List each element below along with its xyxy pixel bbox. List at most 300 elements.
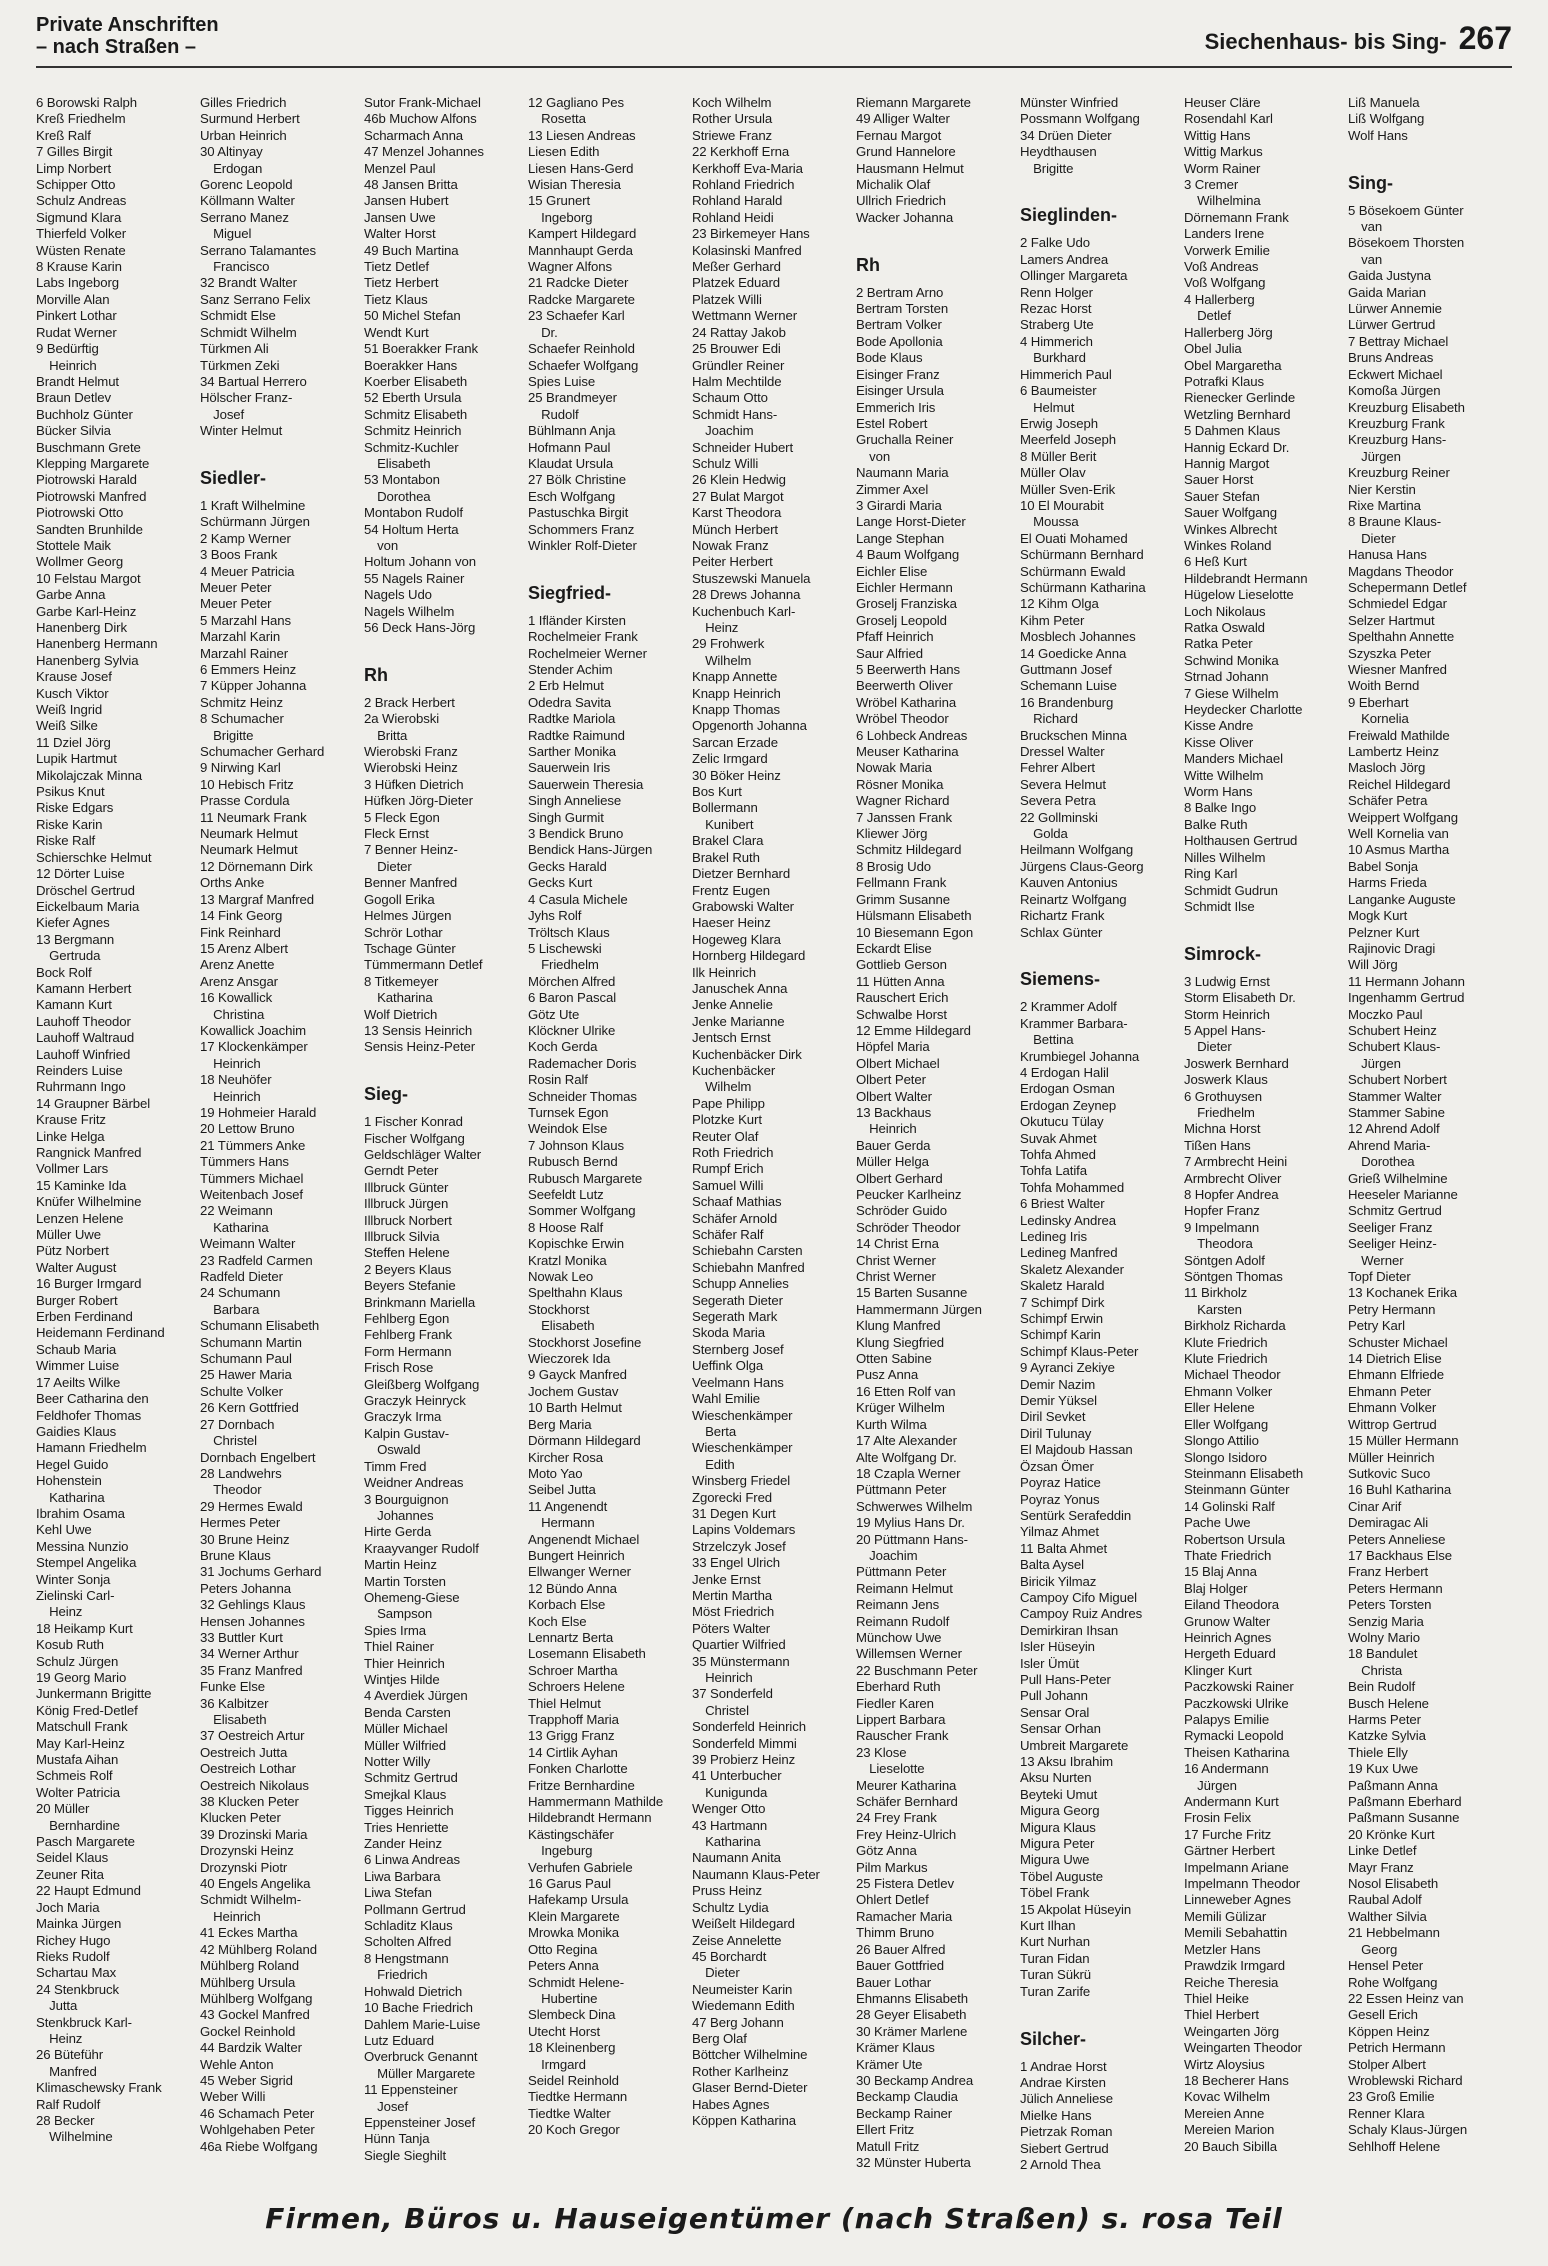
directory-entry: Wollmer Georg	[36, 554, 124, 570]
directory-entry: Birkholz Richarda	[1184, 1318, 1286, 1334]
directory-entry: Drozynski Piotr	[200, 1859, 288, 1875]
directory-entry: Schepermann Detlef	[1348, 579, 1467, 595]
directory-entry: Manders Michael	[1184, 751, 1283, 767]
directory-entry: 2 Brack Herbert	[364, 694, 455, 710]
directory-entry: 31 Jochums Gerhard	[200, 1564, 322, 1580]
directory-entry: 35 Franz Manfred	[200, 1662, 303, 1678]
directory-entry: Sternberg Josef	[692, 1341, 784, 1357]
directory-entry: 14 Graupner Bärbel	[36, 1095, 151, 1111]
directory-entry: Pusz Anna	[856, 1367, 919, 1383]
directory-entry: Irmgard	[528, 2056, 586, 2072]
directory-entry: Dieter	[1348, 530, 1396, 546]
directory-entry: Schmidt Hans-	[692, 406, 778, 422]
directory-entry: Ehmann Volker	[1184, 1383, 1273, 1399]
directory-entry: Holthausen Gertrud	[1184, 833, 1298, 849]
directory-entry: Siegle Sieghilt	[364, 2147, 447, 2163]
directory-entry: 10 Hebisch Fritz	[200, 776, 294, 792]
directory-entry: Obel Margaretha	[1184, 357, 1282, 373]
directory-entry: Illbruck Jürgen	[364, 1196, 449, 1212]
directory-column	[1184, 95, 1348, 2195]
directory-entry: Plotzke Kurt	[692, 1112, 762, 1128]
directory-entry: Barbara	[200, 1301, 260, 1317]
directory-entry: Pruss Heinz	[692, 1883, 762, 1899]
directory-entry: Balta Aysel	[1020, 1557, 1084, 1573]
directory-entry: Fritze Bernhardine	[528, 1777, 635, 1793]
directory-entry: 2 Krammer Adolf	[1020, 999, 1117, 1015]
directory-entry: 4 Averdiek Jürgen	[364, 1688, 468, 1704]
directory-entry: 4 Hallerberg	[1184, 291, 1255, 307]
directory-entry: 11 Neumark Frank	[200, 809, 307, 825]
directory-entry: 50 Michel Stefan	[364, 308, 461, 324]
directory-entry: Söntgen Adolf	[1184, 1252, 1265, 1268]
directory-entry: Psikus Knut	[36, 784, 105, 800]
directory-entry: 6 Baumeister	[1020, 383, 1097, 399]
directory-entry: Schürmann Katharina	[1020, 579, 1146, 595]
directory-entry: Töbel Frank	[1020, 1885, 1090, 1901]
directory-entry: Limp Norbert	[36, 160, 112, 176]
directory-entry: Schimpf Erwin	[1020, 1311, 1103, 1327]
directory-entry: 20 Lettow Bruno	[200, 1121, 295, 1137]
directory-entry: Naumann Klaus-Peter	[692, 1866, 820, 1882]
directory-entry: Hülsmann Elisabeth	[856, 908, 972, 924]
directory-entry: Thiel Rainer	[364, 1639, 434, 1655]
directory-entry: Wieschenkämper	[692, 1440, 793, 1456]
directory-entry: 17 Backhaus Else	[1348, 1547, 1452, 1563]
directory-entry: 2a Wierobski	[364, 711, 440, 727]
directory-entry: Magdans Theodor	[1348, 563, 1454, 579]
directory-entry: Heidemann Ferdinand	[36, 1325, 165, 1341]
directory-entry: Prawdzik Irmgard	[1184, 1958, 1285, 1974]
directory-entry: Gecks Harald	[528, 858, 607, 874]
directory-entry: Lauhoff Theodor	[36, 1013, 131, 1029]
directory-entry: 14 Golinski Ralf	[1184, 1498, 1275, 1514]
directory-entry: 7 Küpper Johanna	[200, 678, 307, 694]
directory-entry: Gottlieb Gerson	[856, 957, 947, 973]
directory-entry: 16 Andermann	[1184, 1761, 1269, 1777]
directory-entry: 3 Boos Frank	[200, 547, 278, 563]
directory-entry: Hammermann Jürgen	[856, 1301, 982, 1317]
directory-entry: Schürmann Bernhard	[1020, 547, 1144, 563]
directory-entry: Weitenbach Josef	[200, 1187, 303, 1202]
directory-entry: 15 Barten Susanne	[856, 1285, 968, 1301]
directory-entry: 16 Buhl Katharina	[1348, 1482, 1452, 1498]
spacer	[1348, 144, 1512, 160]
directory-entry: Nosol Elisabeth	[1348, 1876, 1439, 1892]
directory-entry: Schierschke Helmut	[36, 849, 152, 865]
directory-entry: Campoy Cifo Miguel	[1020, 1589, 1137, 1605]
directory-entry: 30 Altinyay	[200, 144, 263, 160]
directory-entry: Wolf Hans	[1348, 127, 1408, 143]
directory-entry: Wiedemann Edith	[692, 1998, 795, 2014]
directory-entry: Dörmann Hildegard	[528, 1433, 641, 1449]
directory-entry: Wolter Patricia	[36, 1784, 120, 1800]
directory-entry: Weißelt Hildegard	[692, 1916, 795, 1932]
directory-entry: Britta	[364, 727, 408, 743]
directory-entry: Schipper Otto	[36, 177, 116, 193]
directory-entry: Weiß Silke	[36, 718, 98, 734]
directory-entry: Okutucu Tülay	[1020, 1114, 1104, 1130]
directory-entry: 15 Kaminke Ida	[36, 1177, 127, 1193]
directory-entry: 46 Schamach Peter	[200, 2105, 315, 2121]
directory-entry: Beyers Stefanie	[364, 1278, 456, 1294]
page-header	[36, 14, 1512, 64]
directory-entry: Köllmann Walter	[200, 193, 295, 209]
directory-entry: Reimann Helmut	[856, 1580, 953, 1596]
directory-entry: 47 Menzel Johannes	[364, 144, 484, 160]
directory-entry: Beckamp Rainer	[856, 2105, 953, 2121]
directory-entry: Sonderfeld Mimmi	[692, 1735, 797, 1751]
directory-entry: Benda Carsten	[364, 1704, 451, 1720]
directory-entry: Moczko Paul	[1348, 1006, 1423, 1022]
directory-entry: 22 Gollminski	[1020, 809, 1098, 825]
directory-entry: Piotrowski Otto	[36, 505, 124, 521]
directory-entry: Scholten Alfred	[364, 1934, 452, 1950]
directory-entry: Francisco	[200, 259, 270, 275]
directory-entry: Voß Wolfgang	[1184, 275, 1266, 291]
directory-entry: Burger Robert	[36, 1292, 118, 1308]
directory-entry: 5 Marzahl Hans	[200, 612, 291, 628]
directory-entry: 45 Weber Sigrid	[200, 2072, 293, 2088]
directory-column	[1348, 95, 1512, 2195]
directory-entry: 10 Bache Friedrich	[364, 2000, 473, 2016]
directory-entry: Matschull Frank	[36, 1719, 128, 1735]
section-label-line1: Private Anschriften	[36, 14, 219, 36]
directory-entry: 8 Balke Ingo	[1184, 800, 1257, 816]
directory-entry: 28 Geyer Elisabeth	[856, 2007, 967, 2023]
directory-entry: Zielinski Carl-	[36, 1587, 115, 1603]
directory-entry: Mühlberg Wolfgang	[200, 1990, 313, 2006]
directory-entry: Wirtz Aloysius	[1184, 2056, 1265, 2072]
directory-entry: Schaefer Reinhold	[528, 341, 635, 357]
directory-entry: Golda	[1020, 826, 1068, 842]
directory-entry: Gorenc Leopold	[200, 177, 293, 193]
directory-entry: Ullrich Friedrich	[856, 193, 946, 209]
directory-entry: Krumbiegel Johanna	[1020, 1048, 1140, 1064]
directory-entry: Szyszka Peter	[1348, 645, 1431, 661]
directory-entry: Dahlem Marie-Luise	[364, 2016, 481, 2032]
directory-entry: Demiragac Ali	[1348, 1515, 1429, 1531]
directory-column	[528, 95, 692, 2195]
directory-entry: Klaudat Ursula	[528, 455, 614, 471]
directory-entry: Sensar Orhan	[1020, 1721, 1101, 1737]
directory-entry: 2 Beyers Klaus	[364, 1261, 452, 1277]
directory-entry: Seefeldt Lutz	[528, 1187, 604, 1202]
directory-entry: Jürgen	[1348, 1055, 1401, 1071]
directory-entry: 24 Stenkbruck	[36, 1981, 120, 1997]
directory-entry: 18 Becherer Hans	[1184, 2072, 1289, 2088]
directory-entry: Josef	[200, 406, 245, 422]
directory-column	[200, 95, 364, 2195]
directory-entry: 3 Hüfken Dietrich	[364, 776, 464, 792]
directory-entry: Hausmann Helmut	[856, 160, 964, 176]
directory-entry: Eichler Elise	[856, 563, 928, 579]
directory-entry: Rudat Werner	[36, 324, 117, 340]
directory-entry: Pasch Margarete	[36, 1834, 135, 1850]
directory-entry: 20 Krönke Kurt	[1348, 1826, 1435, 1842]
directory-entry: Isler Hüseyin	[1020, 1639, 1095, 1655]
directory-entry: Nagels Wilhelm	[364, 603, 455, 619]
directory-entry: 7 Gilles Birgit	[36, 144, 113, 160]
directory-entry: 19 Hohmeier Harald	[200, 1104, 317, 1120]
directory-entry: Müller Sven-Erik	[1020, 481, 1116, 497]
directory-entry: Emmerich Iris	[856, 399, 936, 415]
directory-entry: Wierobski Franz	[364, 744, 458, 760]
directory-entry: Jürgens Claus-Georg	[1020, 858, 1144, 874]
directory-entry: Petry Karl	[1348, 1318, 1405, 1334]
directory-entry: Kornelia	[1348, 711, 1409, 727]
directory-entry: 2 Erb Helmut	[528, 678, 604, 694]
directory-entry: Müller Margarete	[364, 2065, 476, 2081]
directory-entry: Lauhoff Winfried	[36, 1046, 131, 1062]
directory-entry: Drozynski Heinz	[200, 1843, 294, 1859]
directory-entry: Pull Hans-Peter	[1020, 1671, 1111, 1687]
directory-entry: Klute Friedrich	[1184, 1334, 1268, 1350]
directory-entry: Turan Fidan	[1020, 1950, 1090, 1966]
directory-entry: Frentz Eugen	[692, 882, 770, 898]
directory-entry: Umbreit Margarete	[1020, 1737, 1129, 1753]
directory-entry: 21 Tümmers Anke	[200, 1137, 306, 1153]
directory-entry: 17 Klockenkämper	[200, 1039, 308, 1055]
directory-entry: Worm Rainer	[1184, 160, 1261, 176]
directory-entry: Kreuzburg Frank	[1348, 415, 1445, 431]
directory-entry: Beckamp Claudia	[856, 2089, 958, 2105]
directory-entry: Isler Ümüt	[1020, 1655, 1080, 1671]
directory-entry: May Karl-Heinz	[36, 1735, 125, 1751]
directory-entry: Turan Zarife	[1020, 1983, 1091, 1999]
directory-entry: Sarther Monika	[528, 744, 617, 760]
directory-entry: Pache Uwe	[1184, 1515, 1251, 1531]
directory-entry: Migura Peter	[1020, 1836, 1095, 1852]
directory-entry: Tries Henriette	[364, 1819, 449, 1835]
directory-entry: Tschage Günter	[364, 940, 456, 956]
directory-entry: 11 Dziel Jörg	[36, 734, 111, 750]
directory-entry: Köppen Heinz	[1348, 2023, 1430, 2039]
directory-entry: 55 Nagels Rainer	[364, 570, 465, 586]
directory-entry: Samuel Willi	[692, 1177, 764, 1193]
directory-entry: 16 Etten Rolf van	[856, 1383, 956, 1399]
directory-entry: Slongo Isidoro	[1184, 1449, 1267, 1465]
directory-entry: Dörnemann Frank	[1184, 209, 1289, 225]
directory-entry: Richey Hugo	[36, 1932, 111, 1948]
directory-entry: Groselj Franziska	[856, 596, 957, 612]
directory-entry: 6 Lohbeck Andreas	[856, 727, 968, 743]
directory-entry: Reiche Theresia	[1184, 1974, 1279, 1990]
directory-entry: Obel Julia	[1184, 341, 1242, 357]
directory-entry: Peucker Karlheinz	[856, 1187, 962, 1202]
directory-entry: Sauer Stefan	[1184, 488, 1260, 504]
directory-entry: Gruchalla Reiner	[856, 432, 954, 448]
directory-entry: Ratka Peter	[1184, 636, 1253, 652]
directory-entry: Bertram Torsten	[856, 301, 949, 317]
directory-entry: Timm Fred	[364, 1458, 427, 1474]
directory-entry: Hildebrandt Hermann	[528, 1810, 652, 1826]
directory-entry: Naumann Maria	[856, 465, 949, 481]
directory-entry: Rosendahl Karl	[1184, 111, 1273, 127]
directory-entry: Rochelmeier Werner	[528, 645, 647, 661]
directory-entry: Andermann Kurt	[1184, 1794, 1279, 1810]
directory-entry: Pull Johann	[1020, 1688, 1088, 1704]
directory-entry: Tißen Hans	[1184, 1137, 1251, 1153]
directory-entry: Ingeburg	[528, 1843, 593, 1859]
directory-entry: Kratzl Monika	[528, 1252, 607, 1268]
directory-entry: Schladitz Klaus	[364, 1918, 453, 1934]
directory-entry: Rochelmeier Frank	[528, 629, 638, 645]
directory-entry: Frisch Rose	[364, 1360, 434, 1376]
directory-entry: Burkhard	[1020, 350, 1086, 366]
directory-entry: Mayr Franz	[1348, 1859, 1414, 1875]
directory-entry: Kreuzburg Elisabeth	[1348, 399, 1465, 415]
directory-entry: Linke Detlef	[1348, 1843, 1417, 1859]
directory-entry: 3 Bendick Bruno	[528, 826, 624, 842]
directory-entry: Jentsch Ernst	[692, 1030, 771, 1046]
directory-entry: Ellwanger Werner	[528, 1564, 631, 1580]
directory-entry: Schwalbe Horst	[856, 1006, 947, 1022]
directory-entry: Beyteki Umut	[1020, 1786, 1098, 1802]
directory-entry: 4 Erdogan Halil	[1020, 1064, 1109, 1080]
directory-entry: 14 Dietrich Elise	[1348, 1351, 1442, 1367]
directory-entry: Angenendt Michael	[528, 1531, 640, 1547]
directory-entry: Kisse Oliver	[1184, 734, 1254, 750]
directory-entry: Mustafa Aihan	[36, 1752, 119, 1768]
street-heading: Silcher-	[1020, 2028, 1087, 2049]
directory-entry: Bruns Andreas	[1348, 350, 1434, 366]
directory-entry: 37 Sonderfeld	[692, 1686, 773, 1702]
directory-entry: Hüfken Jörg-Dieter	[364, 793, 473, 809]
directory-entry: Demirkiran Ihsan	[1020, 1622, 1119, 1638]
directory-entry: Losemann Elisabeth	[528, 1646, 646, 1662]
directory-entry: 26 Büteführ	[36, 2047, 104, 2063]
directory-entry: Knüfer Wilhelmine	[36, 1194, 142, 1210]
directory-entry: Schäfer Bernhard	[856, 1794, 958, 1810]
directory-entry: Hölscher Franz-	[200, 390, 293, 406]
directory-entry: Joswerk Bernhard	[1184, 1055, 1289, 1071]
directory-entry: Liwa Barbara	[364, 1868, 441, 1884]
directory-entry: 32 Gehlings Klaus	[200, 1597, 306, 1613]
directory-entry: 6 Briest Walter	[1020, 1196, 1105, 1212]
directory-entry: Riske Edgars	[36, 800, 114, 816]
directory-entry: 8 Müller Berit	[1020, 448, 1097, 464]
directory-entry: Schmidt Ilse	[1184, 898, 1255, 914]
directory-entry: Schwerwes Wilhelm	[856, 1498, 973, 1514]
directory-entry: 12 Dörnemann Dirk	[200, 858, 313, 874]
directory-entry: Wierobski Heinz	[364, 760, 458, 776]
directory-entry: Schneider Thomas	[528, 1088, 637, 1104]
directory-entry: 4 Casula Michele	[528, 891, 628, 907]
directory-entry: Püttmann Peter	[856, 1482, 947, 1498]
directory-entry: Weingarten Theodor	[1184, 2040, 1302, 2056]
directory-entry: Schommers Franz	[528, 521, 635, 537]
directory-entry: Schulz Jürgen	[36, 1653, 119, 1669]
directory-entry: Lamers Andrea	[1020, 251, 1109, 267]
directory-entry: Schäfer Arnold	[692, 1210, 778, 1226]
directory-entry: Martin Torsten	[364, 1573, 446, 1589]
directory-entry: Weiß Ingrid	[36, 702, 103, 718]
directory-entry: Dieter	[692, 1965, 740, 1981]
directory-entry: Olbert Michael	[856, 1055, 940, 1071]
directory-entry: Balke Ruth	[1184, 816, 1248, 832]
directory-entry: Klung Manfred	[856, 1318, 941, 1334]
directory-entry: Kunigunda	[692, 1784, 768, 1800]
directory-entry: Gesell Erich	[1348, 2007, 1418, 2023]
directory-entry: Jochem Gustav	[528, 1383, 619, 1399]
directory-entry: Kamann Herbert	[36, 980, 132, 996]
directory-entry: Heinz	[36, 1604, 83, 1620]
directory-entry: Joachim	[856, 1547, 918, 1563]
directory-entry: 37 Oestreich Artur	[200, 1728, 305, 1744]
directory-entry: Storm Heinrich	[1184, 1006, 1270, 1022]
directory-entry: Hünn Tanja	[364, 2131, 430, 2147]
directory-entry: Friedhelm	[1184, 1104, 1255, 1120]
directory-entry: Mertin Martha	[692, 1587, 773, 1603]
directory-entry: Sutkovic Suco	[1348, 1465, 1431, 1481]
directory-entry: Walter August	[36, 1259, 117, 1275]
directory-entry: 48 Jansen Britta	[364, 177, 458, 193]
directory-entry: Ledineg Manfred	[1020, 1245, 1118, 1261]
directory-entry: Bos Kurt	[692, 784, 742, 800]
directory-entry: Koerber Elisabeth	[364, 373, 468, 389]
directory-entry: Schmeis Rolf	[36, 1768, 113, 1784]
directory-entry: 46a Riebe Wolfgang	[200, 2138, 318, 2154]
directory-entry: Mühlberg Roland	[200, 1958, 299, 1974]
directory-entry: Johannes	[364, 1507, 434, 1523]
directory-entry: Jutta	[36, 1998, 78, 2014]
directory-entry: Brandt Helmut	[36, 373, 119, 389]
directory-entry: Erwig Joseph	[1020, 415, 1098, 431]
directory-entry: 7 Schimpf Dirk	[1020, 1294, 1105, 1310]
directory-entry: Orths Anke	[200, 875, 265, 891]
directory-entry: 3 Bourguignon	[364, 1491, 449, 1507]
directory-entry: Tietz Herbert	[364, 275, 439, 291]
directory-entry: 15 Akpolat Hüseyin	[1020, 1901, 1132, 1917]
directory-entry: Schroers Helene	[528, 1679, 625, 1695]
directory-entry: Koch Gerda	[528, 1039, 598, 1055]
directory-entry: Tigges Heinrich	[364, 1803, 454, 1819]
directory-entry: Thimm Bruno	[856, 1925, 935, 1941]
street-heading: Sieg-	[364, 1084, 409, 1105]
directory-entry: Klöckner Ulrike	[528, 1022, 616, 1038]
directory-entry: Migura Uwe	[1020, 1852, 1090, 1868]
directory-entry: Stammer Walter	[1348, 1088, 1442, 1104]
directory-entry: Cinar Arif	[1348, 1498, 1402, 1514]
directory-entry: Schneider Hubert	[692, 439, 794, 455]
street-heading: Simrock-	[1184, 943, 1262, 964]
directory-entry: Utecht Horst	[528, 2023, 601, 2039]
directory-entry: Joch Maria	[36, 1899, 100, 1915]
directory-entry: 51 Boerakker Frank	[364, 341, 479, 357]
directory-entry: Singh Anneliese	[528, 793, 622, 809]
directory-entry: Radcke Margarete	[528, 291, 635, 307]
directory-entry: Strnad Johann	[1184, 669, 1269, 685]
directory-entry: Thiel Herbert	[1184, 2007, 1259, 2023]
directory-entry: Walther Silvia	[1348, 1908, 1427, 1924]
directory-entry: 39 Probierz Heinz	[692, 1752, 796, 1768]
directory-entry: Jürgen	[1348, 448, 1401, 464]
directory-entry: Nilles Wilhelm	[1184, 849, 1266, 865]
directory-entry: Wolf Dietrich	[364, 1006, 438, 1022]
directory-entry: 22 Kerkhoff Erna	[692, 144, 790, 160]
directory-entry: Dieter	[364, 858, 412, 874]
directory-entry: Hornberg Hildegard	[692, 948, 806, 964]
directory-entry: Wimmer Luise	[36, 1358, 120, 1374]
directory-entry: Seidel Reinhold	[528, 2072, 619, 2088]
directory-entry: Meerfeld Joseph	[1020, 432, 1116, 448]
directory-entry: Petrich Hermann	[1348, 2040, 1446, 2056]
directory-entry: Platzek Eduard	[692, 275, 781, 291]
directory-entry: Himmerich Paul	[1020, 366, 1112, 382]
directory-entry: Rother Ursula	[692, 111, 773, 127]
directory-entry: Possmann Wolfgang	[1020, 111, 1140, 127]
directory-entry: 22 Essen Heinz van	[1348, 1990, 1464, 2006]
